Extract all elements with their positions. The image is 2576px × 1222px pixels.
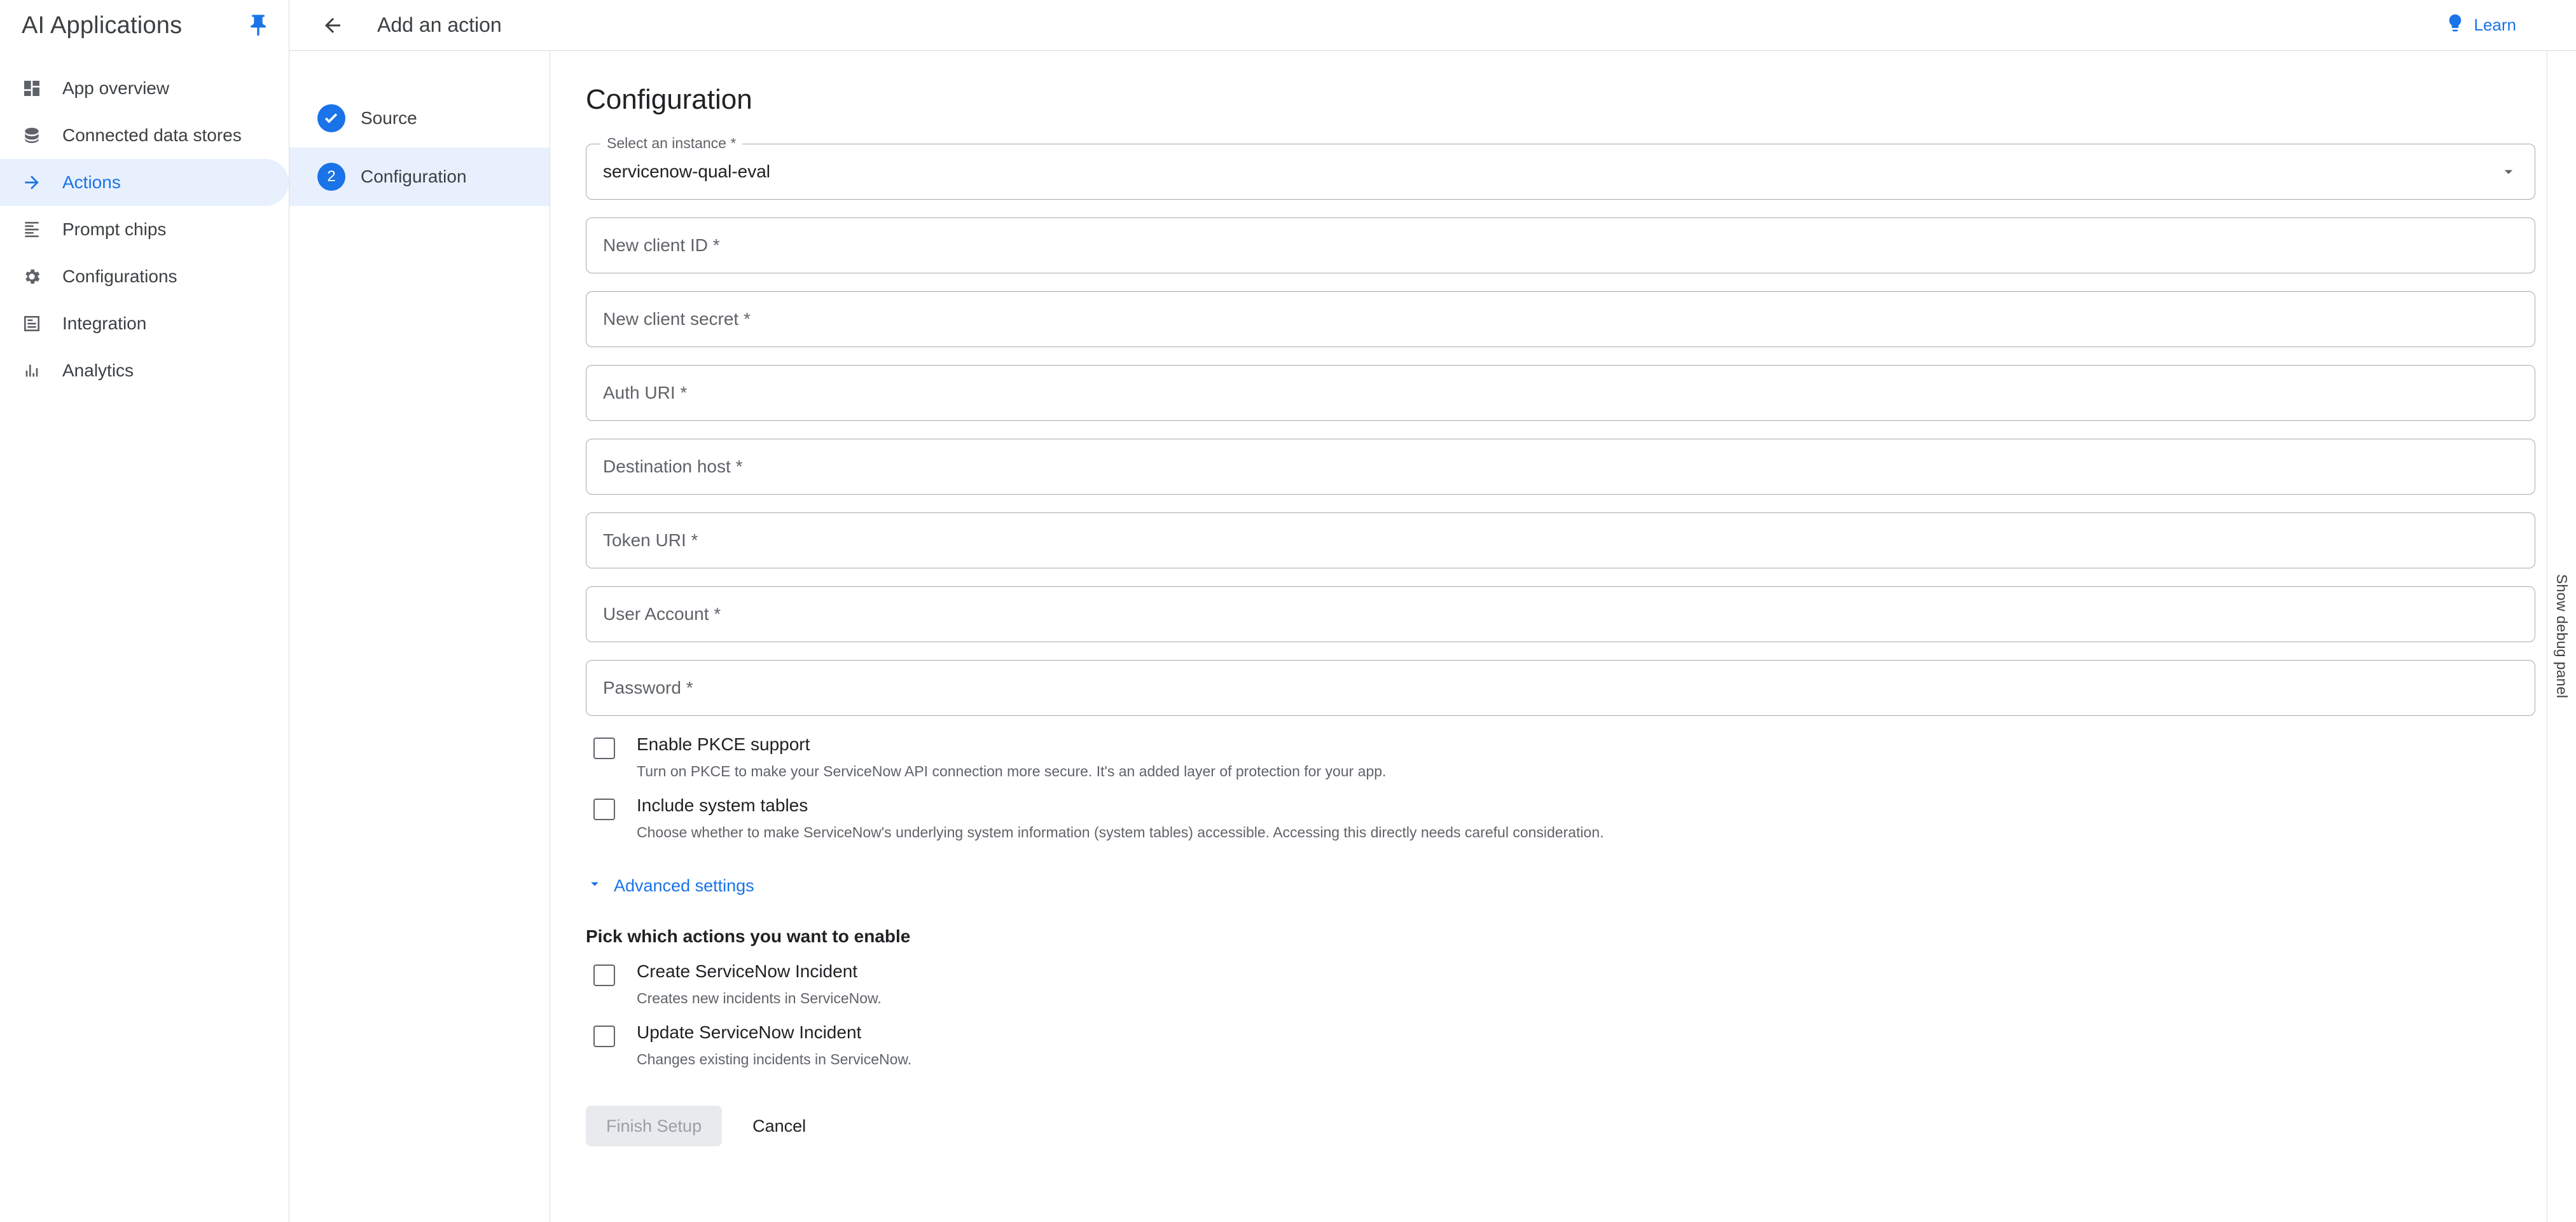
sidebar-nav (0, 65, 289, 394)
update-incident-description: Changes existing incidents in ServiceNow. (637, 1051, 912, 1068)
update-incident-label: Update ServiceNow Incident (637, 1022, 862, 1042)
include-system-tables-checkbox[interactable] (593, 799, 615, 820)
password-input[interactable] (586, 660, 2535, 716)
new-client-id-placeholder: New client ID * (603, 235, 720, 255)
enable-pkce-checkbox[interactable] (593, 738, 615, 759)
analytics-icon (22, 360, 51, 381)
configuration-form (550, 51, 2576, 1222)
step-label: Configuration (361, 167, 467, 186)
update-incident-text (637, 1022, 911, 1069)
sidebar-item-app-overview[interactable] (0, 65, 289, 112)
advanced-settings-label: Advanced settings (614, 876, 754, 895)
configurations-icon (22, 266, 51, 287)
sidebar-item-analytics[interactable] (0, 347, 289, 394)
enable-pkce-label: Enable PKCE support (637, 734, 810, 754)
form-heading: Configuration (586, 84, 752, 115)
lightbulb-icon (2445, 13, 2465, 38)
destination-host-placeholder: Destination host * (603, 457, 743, 476)
step-label: Source (361, 108, 417, 128)
include-system-tables-label: Include system tables (637, 795, 808, 815)
auth-uri-placeholder: Auth URI * (603, 383, 688, 402)
check-icon (317, 104, 345, 132)
include-system-tables-row[interactable] (586, 795, 2535, 842)
sidebar-item-connected-data-stores[interactable] (0, 112, 289, 159)
main-content (289, 0, 2576, 1222)
sidebar-item-label: Actions (62, 172, 121, 192)
pin-icon[interactable] (246, 13, 271, 38)
back-arrow-icon[interactable] (315, 8, 350, 43)
step-number-badge: 2 (317, 163, 345, 191)
cancel-button[interactable]: Cancel (735, 1106, 824, 1146)
user-account-input[interactable] (586, 586, 2535, 642)
new-client-secret-wrap (586, 291, 2535, 347)
create-incident-row[interactable] (586, 961, 2535, 1008)
sidebar-item-label: Prompt chips (62, 219, 167, 239)
enable-pkce-row[interactable] (586, 734, 2535, 781)
password-placeholder: Password * (603, 678, 693, 697)
chevron-down-icon (586, 875, 604, 897)
learn-button[interactable] (2445, 13, 2517, 38)
sidebar-header (0, 0, 289, 51)
include-system-tables-description: Choose whether to make ServiceNow's underlying system information (system tables) accessible. Accessing this directly needs careful consideration. (637, 824, 1604, 841)
sidebar-item-label: Configurations (62, 266, 177, 286)
instance-select-value: servicenow-qual-eval (603, 161, 771, 181)
wizard-stepper (289, 51, 550, 1222)
page-title: Add an action (377, 13, 502, 36)
enable-pkce-description: Turn on PKCE to make your ServiceNow API connection more secure. It's an added layer of protection for your app. (637, 763, 1387, 779)
new-client-secret-input[interactable] (586, 291, 2535, 347)
sidebar-item-integration[interactable] (0, 300, 289, 347)
finish-setup-button[interactable]: Finish Setup (586, 1106, 722, 1146)
create-incident-text (637, 961, 882, 1008)
sidebar-item-label: Integration (62, 313, 147, 333)
form-actions (586, 1106, 2535, 1146)
instance-select[interactable] (586, 135, 2535, 200)
token-uri-placeholder: Token URI * (603, 530, 698, 550)
debug-panel-rail[interactable] (2547, 51, 2576, 1222)
enable-pkce-text (637, 734, 1386, 781)
update-incident-row[interactable] (586, 1022, 2535, 1069)
token-uri-input[interactable] (586, 512, 2535, 568)
sidebar-title: AI Applications (22, 11, 183, 39)
chevron-down-icon[interactable] (2499, 162, 2518, 181)
create-incident-description: Creates new incidents in ServiceNow. (637, 990, 882, 1006)
dashboard-icon (22, 78, 51, 99)
step-configuration[interactable] (289, 148, 550, 206)
sidebar-item-configurations[interactable] (0, 253, 289, 300)
new-client-id-input[interactable] (586, 217, 2535, 273)
sidebar-item-actions[interactable] (0, 159, 289, 206)
integration-icon (22, 313, 51, 334)
body-area (289, 51, 2576, 1222)
include-system-tables-text (637, 795, 1604, 842)
prompt-chips-icon (22, 219, 51, 240)
advanced-settings-toggle[interactable] (586, 875, 2535, 897)
actions-icon (22, 172, 51, 193)
create-incident-label: Create ServiceNow Incident (637, 961, 858, 981)
new-client-secret-placeholder: New client secret * (603, 309, 751, 329)
sidebar-item-prompt-chips[interactable] (0, 206, 289, 253)
top-bar (289, 0, 2576, 51)
show-debug-panel-label[interactable]: Show debug panel (2554, 574, 2570, 699)
user-account-placeholder: User Account * (603, 604, 721, 624)
instance-select-legend: Select an instance * (600, 134, 742, 152)
sidebar-item-label: App overview (62, 78, 170, 98)
actions-section-title: Pick which actions you want to enable (586, 926, 911, 946)
destination-host-input[interactable] (586, 439, 2535, 495)
auth-uri-input[interactable] (586, 365, 2535, 421)
step-source[interactable] (289, 89, 550, 148)
create-incident-checkbox[interactable] (593, 965, 615, 986)
learn-label: Learn (2474, 15, 2516, 34)
sidebar-item-label: Connected data stores (62, 125, 242, 145)
left-sidebar (0, 0, 289, 1222)
data-store-icon (22, 125, 51, 146)
sidebar-item-label: Analytics (62, 360, 134, 380)
update-incident-checkbox[interactable] (593, 1026, 615, 1047)
